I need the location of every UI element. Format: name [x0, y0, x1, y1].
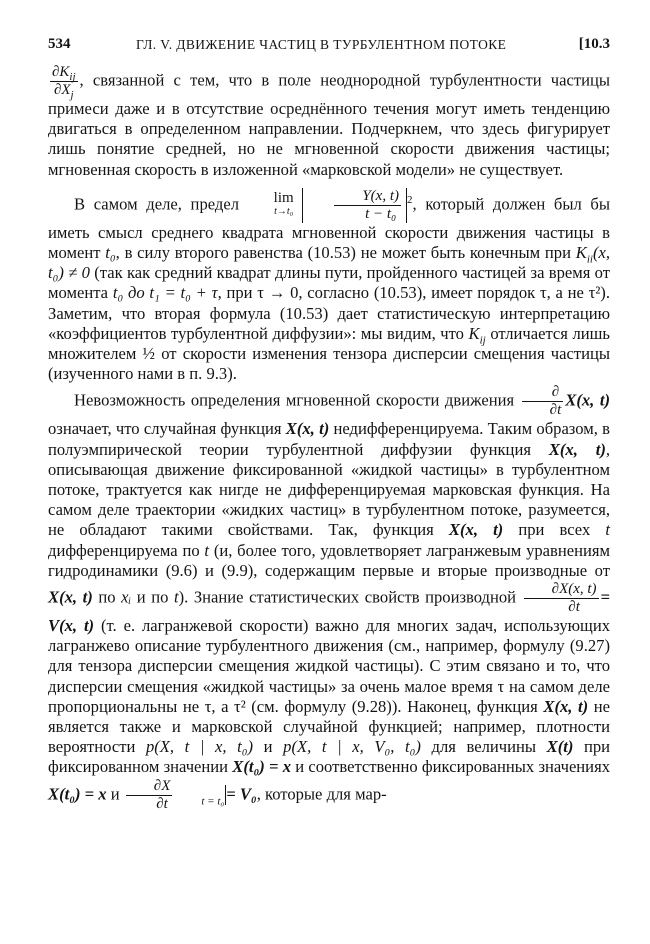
- prob-density-1: p(X, t | x, t₀): [145, 737, 254, 757]
- dX-dt-fraction: [524, 581, 599, 616]
- dd-num: ∂X: [126, 778, 173, 796]
- eval-sub: t = t₀: [201, 795, 225, 808]
- Y-den: t − t₀: [365, 205, 397, 222]
- para3-t12: не является также и марковской случайной функцией; например, плотности вероятности: [48, 696, 610, 757]
- lim-text: lim: [273, 190, 294, 207]
- frac-den-sub: j: [70, 89, 74, 101]
- para3-t4: , описывающая движение фиксированной «жидкой частицы» в турбулентном потоке, трактуется как нигде не дифференцируемая марковская функция. На самом деле траектории «жидких частиц» в турбулентном потоке, разумеется, не обладают такими свойствами. Так, функция: [48, 439, 610, 540]
- t-var-1: t: [605, 520, 610, 540]
- page-body: [48, 64, 610, 813]
- para3-t14: для величины: [431, 737, 537, 757]
- para3-t8: по: [98, 587, 116, 607]
- dX-dt-evaluated: [126, 778, 173, 813]
- paragraph-1: [48, 64, 610, 180]
- para3-t2: означает, что случайная функция: [48, 419, 282, 439]
- para3-t1: Невозможность определения мгновенной скорости движения: [74, 390, 515, 410]
- para3-t13: и: [263, 737, 273, 757]
- X-2: X(x, t): [285, 419, 330, 439]
- t-var-3: t: [173, 587, 179, 607]
- dX-den: ∂t: [568, 599, 580, 616]
- X-3: X(x, t): [548, 439, 606, 459]
- abs-bars: [302, 188, 407, 223]
- X-8: X(t₀) = x: [232, 757, 292, 777]
- para3-t17: и: [110, 784, 120, 803]
- d-num: ∂: [522, 384, 564, 402]
- para2-t1: В самом деле, предел: [74, 194, 239, 214]
- para2-t4: (так как средний квадрат длины пути, пройденного частицей за время от момента: [48, 263, 610, 303]
- dd-den: ∂t: [156, 795, 168, 812]
- paragraph-3: [48, 384, 610, 812]
- para3-t6: дифференцируема по: [48, 540, 200, 560]
- X-5: X(x, t): [48, 587, 93, 607]
- page-header: [48, 36, 610, 58]
- dX-num: ∂X(x, t): [524, 581, 599, 599]
- para3-t9: и по: [136, 587, 169, 607]
- x-i: xᵢ: [121, 587, 132, 607]
- frac-den: ∂X: [53, 82, 71, 98]
- para3-t10: ). Знание статистических свойств производной: [178, 587, 517, 607]
- para3-t7: (и, более того, удовлетворяет лагранжевым уравнениям гидродинамики (9.6) и (9.9), содержащим первые и вторые производные от: [48, 540, 611, 580]
- dK-dX-fraction: [50, 64, 78, 99]
- Kij-sub: ij: [479, 334, 486, 347]
- lim-sub: t→t₀: [274, 206, 294, 218]
- para3-t5: при всех: [518, 520, 591, 540]
- time-interval: t₀ до t₁ = t₀ + τ: [112, 283, 218, 303]
- V-equation: = V(x, t): [48, 587, 611, 636]
- X-4: X(x, t): [448, 520, 504, 540]
- X-1: X(x, t): [565, 390, 610, 410]
- para3-t18: , которые для мар-: [256, 784, 387, 803]
- Kii-arg: (x, t₀) ≠ 0: [48, 243, 611, 283]
- square-exponent: 2: [407, 193, 413, 206]
- para1-text: , связанной с тем, что в поле неоднородной турбулентности частицы примеси даже и в отсутствие осреднённого течения могут иметь тенденцию двигаться в определенном направлении. Подчеркнем, что здесь фигурирует лишь понятие средней, но не мгновенной скорости движения частицы; мгновенная скорость в изложенной «марковской модели» не существует.: [48, 70, 610, 179]
- page-number: 534: [48, 36, 71, 52]
- t-var-2: t: [204, 540, 210, 560]
- para2-t2: , который должен был бы иметь смысл среднего квадрата мгновенной скорости движения частицы в момент: [48, 194, 611, 263]
- d-dt-fraction: [522, 384, 564, 419]
- running-head: ГЛ. V. ДВИЖЕНИЕ ЧАСТИЦ В ТУРБУЛЕНТНОМ ПОТОКЕ: [136, 37, 507, 52]
- frac-num: ∂K: [52, 64, 70, 80]
- Kij-K: K: [468, 323, 480, 343]
- Y-fraction: [334, 188, 401, 223]
- para2-t6: , при τ → 0, согласно (10.53), имеет порядок τ, а не τ²). Заметим, что вторая формула (10.53) дает статистическую интерпретацию «коэффициентов турбулентной диффузии»: мы видим, что: [48, 283, 610, 343]
- d-den: ∂t: [549, 402, 562, 419]
- prob-density-2: p(X, t | x, V₀, t₀): [283, 737, 421, 757]
- section-number: [10.3: [578, 36, 610, 52]
- para3-t3: недифференцируема. Таким образом, в полуэмпирической теории турбулентной диффузии функция: [48, 419, 610, 459]
- X-9: X(t₀) = x: [48, 784, 107, 803]
- eval-bar: [174, 785, 226, 808]
- limit-operator: [248, 191, 294, 219]
- para2-t7: отличается лишь множителем ½ от скорости изменения тензора дисперсии смещения частицы (изученного нами в п. 9.3).: [48, 323, 610, 384]
- para2-t3: , в силу второго равенства (10.53) не может быть конечным при: [115, 243, 571, 263]
- X-7: X(t): [546, 737, 574, 757]
- V0-equation: = V₀: [226, 784, 257, 803]
- t0: t₀: [105, 243, 116, 263]
- Kii-K: K: [575, 243, 587, 263]
- para3-t16: и соответственно фиксированных значениях: [295, 757, 610, 777]
- X-6: X(x, t): [543, 696, 589, 716]
- para3-t11: (т. е. лагранжевой скорости) важно для многих задач, использующих лагранжево описание турбулентного движения (см., например, формулу (9.27) для тензора дисперсии смещения жидкой частицы). С этим связано и то, что дисперсии смещения «жидкой частицы» за очень малое время τ на самом деле пропорциональны не τ, а τ² (см. формулу (9.28)). Наконец, функция: [48, 616, 611, 716]
- paragraph-2: [48, 188, 610, 385]
- frac-num-sub: ij: [69, 71, 76, 83]
- Kij: [468, 323, 486, 347]
- para3-t15: при фиксированном значении: [48, 737, 611, 777]
- Y-num: Y(x, t): [334, 188, 401, 206]
- Kii-sub: ii: [586, 253, 593, 266]
